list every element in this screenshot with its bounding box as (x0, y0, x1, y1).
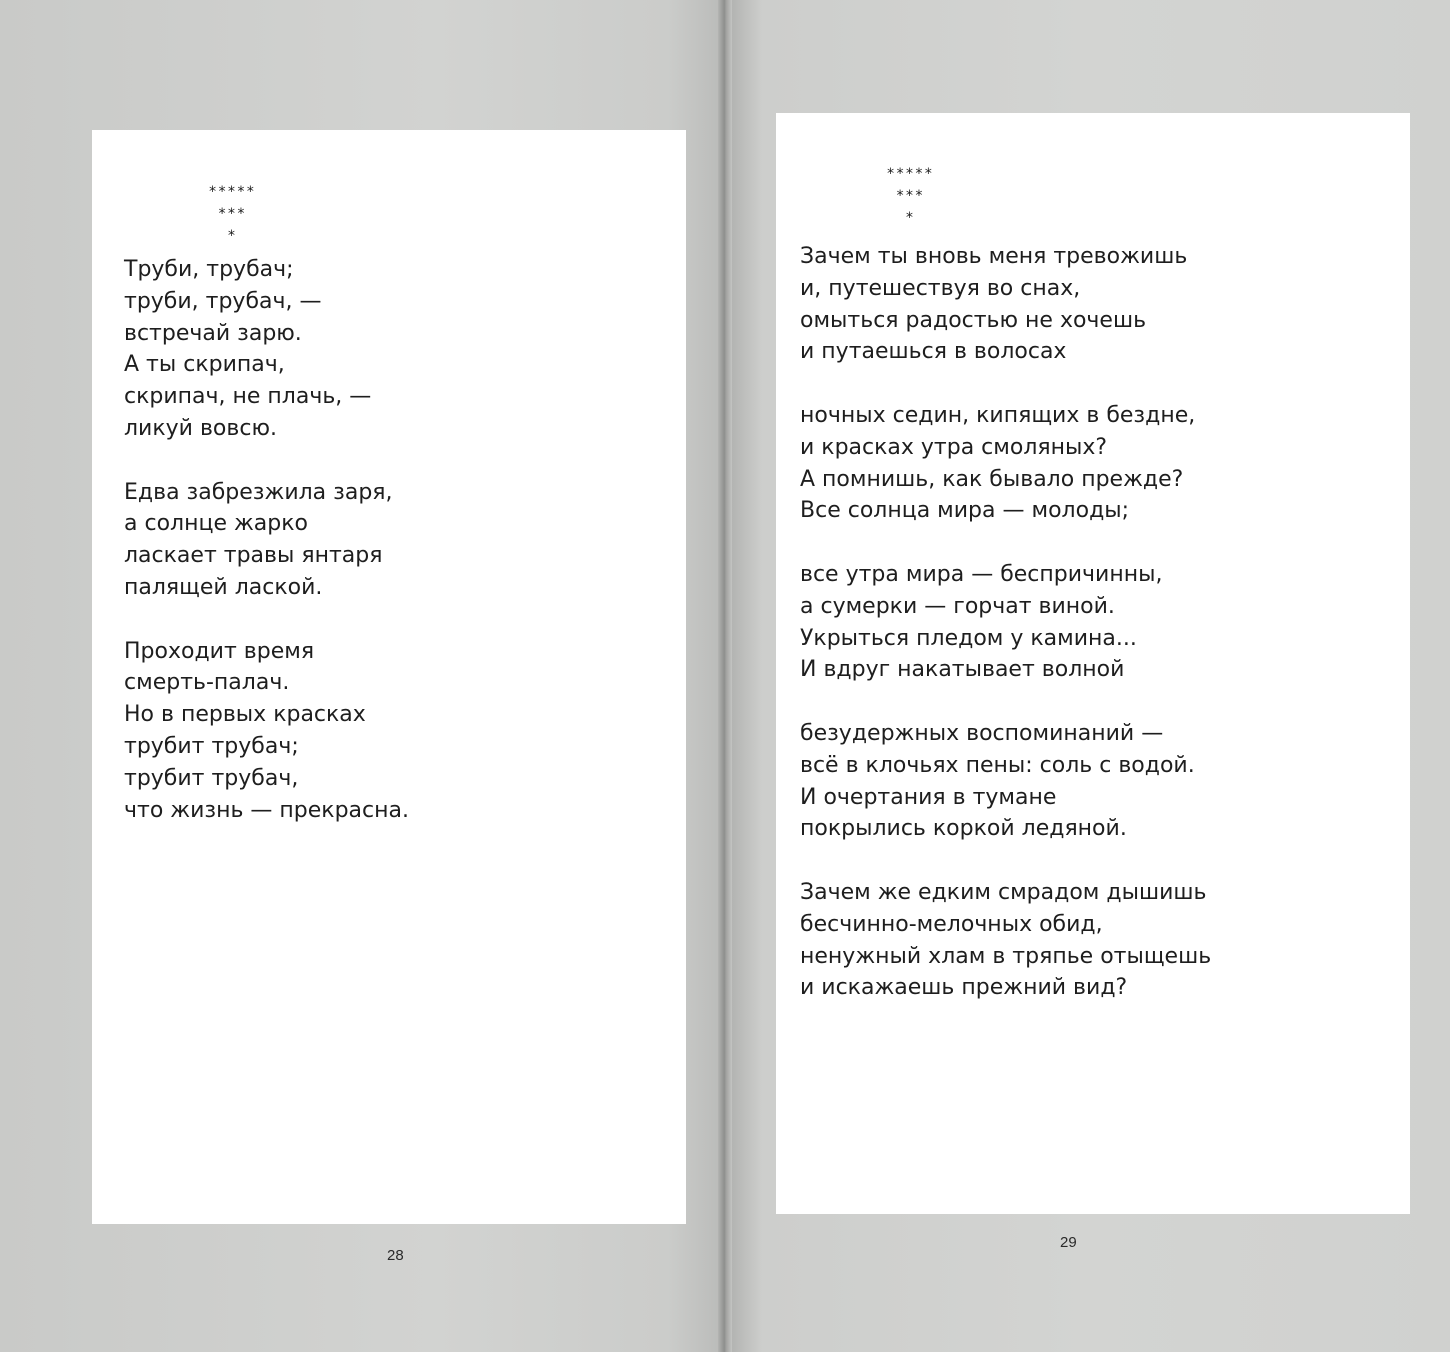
poem-line: Проходит время (124, 638, 315, 664)
poem-line: и, путешествуя во снах, (800, 275, 1081, 301)
poem-line: всё в клочьях пены: соль с водой. (800, 752, 1195, 778)
ornament-row: ***** (886, 166, 934, 182)
page-number-left: 28 (387, 1247, 404, 1264)
ornament-row: * (905, 210, 915, 226)
stanza (800, 400, 1211, 527)
poem-line: Зачем же едким смрадом дышишь (800, 879, 1207, 905)
poem-line: ненужный хлам в тряпье отыщешь (800, 943, 1212, 969)
left-ornament (198, 181, 266, 247)
stanza-break (800, 845, 1211, 877)
stanza (124, 254, 409, 445)
poem-line: омыться радостью не хочешь (800, 307, 1147, 333)
poem-line: Укрыться пледом у камина... (800, 625, 1137, 651)
page-number-right: 29 (1060, 1234, 1077, 1251)
ornament-row: *** (895, 188, 925, 204)
ornament-row: *** (217, 206, 247, 222)
stanza-break (800, 368, 1211, 400)
right-ornament (876, 163, 944, 229)
poem-line: безудержных воспоминаний — (800, 720, 1164, 746)
poem-line: Но в первых красках (124, 702, 366, 728)
poem-line: трубит трубач; (124, 733, 299, 759)
poem-line: палящей лаской. (124, 574, 323, 600)
stanza-break (800, 686, 1211, 718)
poem-line: Едва забрезжила заря, (124, 479, 393, 505)
poem-line: Все солнца мира — молоды; (800, 498, 1130, 524)
poem-line: а солнце жарко (124, 511, 308, 537)
poem-line: ночных седин, кипящих в бездне, (800, 402, 1196, 428)
stanza-break (124, 604, 409, 636)
poem-line: скрипач, не плачь, — (124, 384, 372, 410)
poem-line: и путаешься в волосах (800, 339, 1067, 365)
stanza (800, 241, 1211, 368)
poem-line: а сумерки — горчат виной. (800, 593, 1115, 619)
poem-line: А ты скрипач, (124, 352, 285, 378)
stanza-break (800, 527, 1211, 559)
poem-line: А помнишь, как бывало прежде? (800, 466, 1184, 492)
poem-line: покрылись коркой ледяной. (800, 816, 1127, 842)
book-gutter (718, 0, 732, 1352)
ornament-row: * (227, 228, 237, 244)
poem-line: Зачем ты вновь меня тревожишь (800, 244, 1188, 269)
right-poem (800, 241, 1211, 1004)
poem-line: что жизнь — прекрасна. (124, 797, 409, 823)
stanza (800, 718, 1211, 845)
stanza (124, 477, 409, 604)
poem-line: трубит трубач, (124, 765, 299, 791)
poem-line: бесчинно-мелочных обид, (800, 911, 1103, 937)
poem-line: и искажаешь прежний вид? (800, 975, 1128, 1001)
poem-line: все утра мира — беспричинны, (800, 561, 1163, 587)
poem-line: ликуй вовсю. (124, 415, 277, 441)
poem-line: и красках утра смоляных? (800, 434, 1108, 460)
poem-line: И очертания в тумане (800, 784, 1057, 810)
poem-line: труби, трубач, — (124, 288, 322, 314)
stanza (800, 559, 1211, 686)
stanza (124, 636, 409, 827)
ornament-row: ***** (208, 184, 256, 200)
poem-line: И вдруг накатывает волной (800, 657, 1125, 683)
poem-line: Труби, трубач; (124, 257, 294, 282)
left-poem (124, 254, 409, 826)
poem-line: смерть-палач. (124, 670, 290, 696)
stanza (800, 877, 1211, 1004)
poem-line: встречай зарю. (124, 320, 302, 346)
stanza-break (124, 445, 409, 477)
poem-line: ласкает травы янтаря (124, 543, 383, 569)
